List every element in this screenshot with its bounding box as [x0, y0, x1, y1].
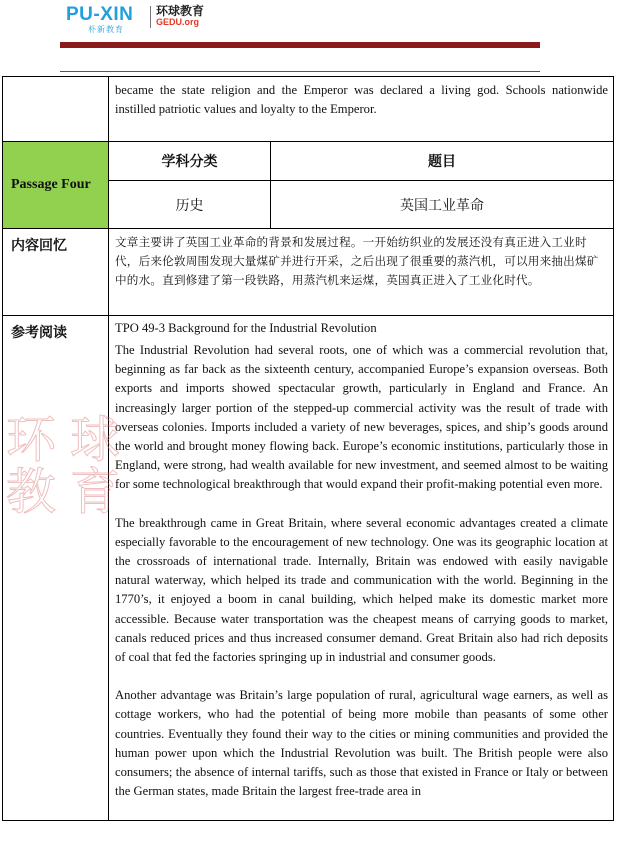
- header-red-bar: [60, 42, 540, 48]
- summary-label: 内容回忆: [3, 229, 109, 316]
- page-header: [0, 0, 618, 75]
- puxin-logo-subtext: 朴新教育: [88, 25, 124, 34]
- continued-text-cell: became the state religion and the Emperor was declared a living god. Schools nationwide instilled patriotic values and loyalty to the Emperor.: [109, 77, 614, 142]
- puxin-logo-text: PU-XIN: [66, 4, 134, 25]
- logo-divider: [150, 6, 151, 28]
- reading-paragraph: Another advantage was Britain’s large population of rural, agricultural wage earners, as well as cottage workers, who had the potential of being more mobile than peasants of some other countries. Eventually they found their way to the cities or mining communities and provided the human power upon which the Industrial Revolution was built. The British people were also consumers; the absence of internal tariffs, such as those that existed in France or Italy or between the German states, made Britain the largest free-trade area in: [115, 688, 608, 799]
- gedu-logo: [156, 5, 204, 27]
- header-divider-line: [60, 71, 540, 72]
- reading-title: TPO 49-3 Background for the Industrial Revolution: [115, 321, 377, 335]
- table-row: [3, 229, 614, 316]
- reading-cell: [109, 316, 614, 821]
- passage-label: Passage Four: [3, 142, 109, 229]
- reading-label: 参考阅读: [3, 316, 109, 821]
- table-row: [3, 142, 614, 181]
- subject-value: 历史: [109, 181, 271, 229]
- watermark-line: 环球: [6, 411, 134, 469]
- gedu-logo-domain: GEDU.org: [156, 17, 200, 27]
- subject-header: 学科分类: [109, 142, 271, 181]
- content-table: [2, 76, 614, 821]
- empty-label-cell: [3, 77, 109, 142]
- watermark-line: 教育: [6, 463, 134, 521]
- reading-paragraph: The Industrial Revolution had several roots, one of which was a commercial revolution that, beginning as far back as the sixteenth century, accompanied Europe’s expansion overseas. Both exports and imports showed spectacular growth, particularly in England and France. An increasingly larger portion of the stepped-up commercial activity was the result of trade with overseas colonies. Imports included a variety of new beverages, spices, and ship’s goods around the world and brought money flowing back. Europe’s economic institutions, particularly those in England, were strong, had wealth available for new investment, and seemed almost to be waiting for some technological breakthrough that would expand their profit-making potential even more.: [115, 343, 608, 492]
- topic-header: 题目: [271, 142, 614, 181]
- reading-paragraph: The breakthrough came in Great Britain, where several economic advantages created a climate especially favorable to the encouragement of new technology. One was its geographic location at the crossroads of international trade. Internally, Britain was endowed with easily navigable natural waterway, which helped its trade and communication with the world. Beginning in the 1770’s, it enjoyed a boom in canal building, which helped make its domestic market more accessible. Because water transportation was the cheapest means of carrying goods to market, canals reduced prices and thus increased consumer demand. Great Britain also had rich deposits of coal that fed the factories springing up in industrial and consumer goods.: [115, 515, 608, 665]
- summary-text: 文章主要讲了英国工业革命的背景和发展过程。一开始纺织业的发展还没有真正进入工业时代，后来伦敦周围发现大量煤矿并进行开采，之后出现了很重要的蒸汽机，可以用来抽出煤矿中的水。直到修建了第一段铁路，用蒸汽机来运煤，英国真正进入了工业化时代。: [109, 229, 614, 316]
- table-row: [3, 316, 614, 821]
- puxin-logo: [66, 5, 133, 34]
- topic-value: 英国工业革命: [271, 181, 614, 229]
- gedu-logo-text: 环球教育: [156, 4, 205, 18]
- table-row: [3, 77, 614, 142]
